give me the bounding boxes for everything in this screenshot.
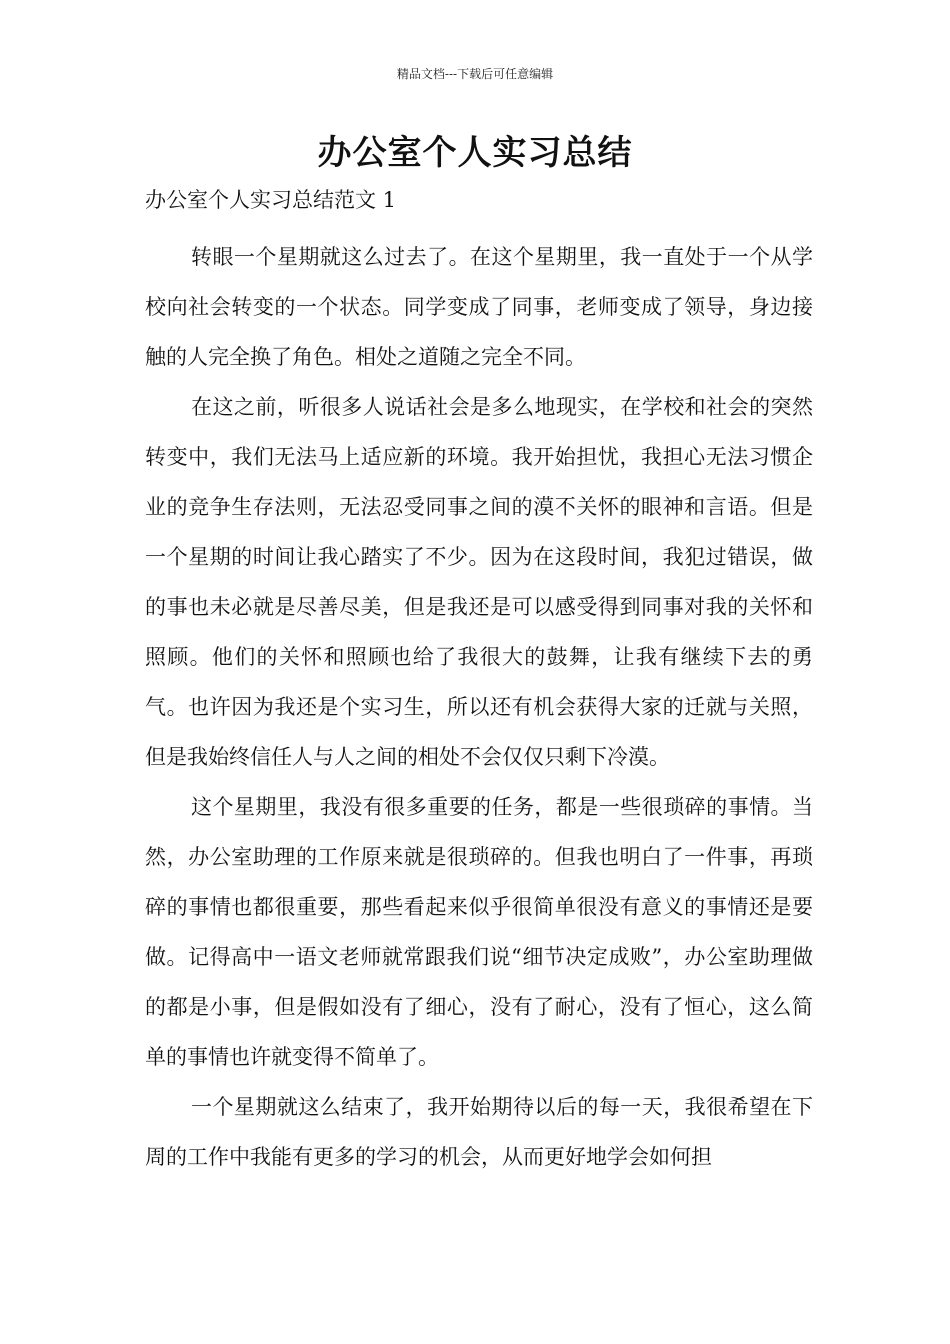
header-note: 精品文档---下载后可任意编辑: [396, 67, 554, 81]
paragraph: 转眼一个星期就这么过去了。在这个星期里，我一直处于一个从学校向社会转变的一个状态。同学变成了同事，老师变成了领导，身边接触的人完全换了角色。相处之道随之完全不同。: [145, 245, 813, 369]
document-title: 办公室个人实习总结: [317, 133, 633, 173]
paragraph: 在这之前，听很多人说话社会是多么地现实，在学校和社会的突然转变中，我们无法马上适应新的环境。我开始担忧，我担心无法习惯企业的竞争生存法则，无法忍受同事之间的漠不关怀的眼神和言语。但是一个星期的时间让我心踏实了不少。因为在这段时间，我犯过错误，做的事也未必就是尽善尽美，但是我还是可以感受得到同事对我的关怀和照顾。他们的关怀和照顾也给了我很大的鼓舞，让我有继续下去的勇气。也许因为我还是个实习生，所以还有机会获得大家的迁就与关照，但是我始终信任人与人之间的相处不会仅仅只剩下冷漠。: [145, 395, 813, 769]
paragraph: 这个星期里，我没有很多重要的任务，都是一些很琐碎的事情。当然，办公室助理的工作原来就是很琐碎的。但我也明白了一件事，再琐碎的事情也都很重要，那些看起来似乎很简单很没有意义的事情还是要做。记得高中一语文老师就常跟我们说“细节决定成败”，办公室助理做的都是小事，但是假如没有了细心，没有了耐心，没有了恒心，这么简单的事情也许就变得不简单了。: [145, 795, 813, 1069]
paragraph: 一个星期就这么结束了，我开始期待以后的每一天，我很希望在下周的工作中我能有更多的学习的机会，从而更好地学会如何担: [145, 1095, 813, 1169]
document-body: [145, 232, 813, 1182]
document-subtitle: 办公室个人实习总结范文 1: [145, 188, 397, 212]
